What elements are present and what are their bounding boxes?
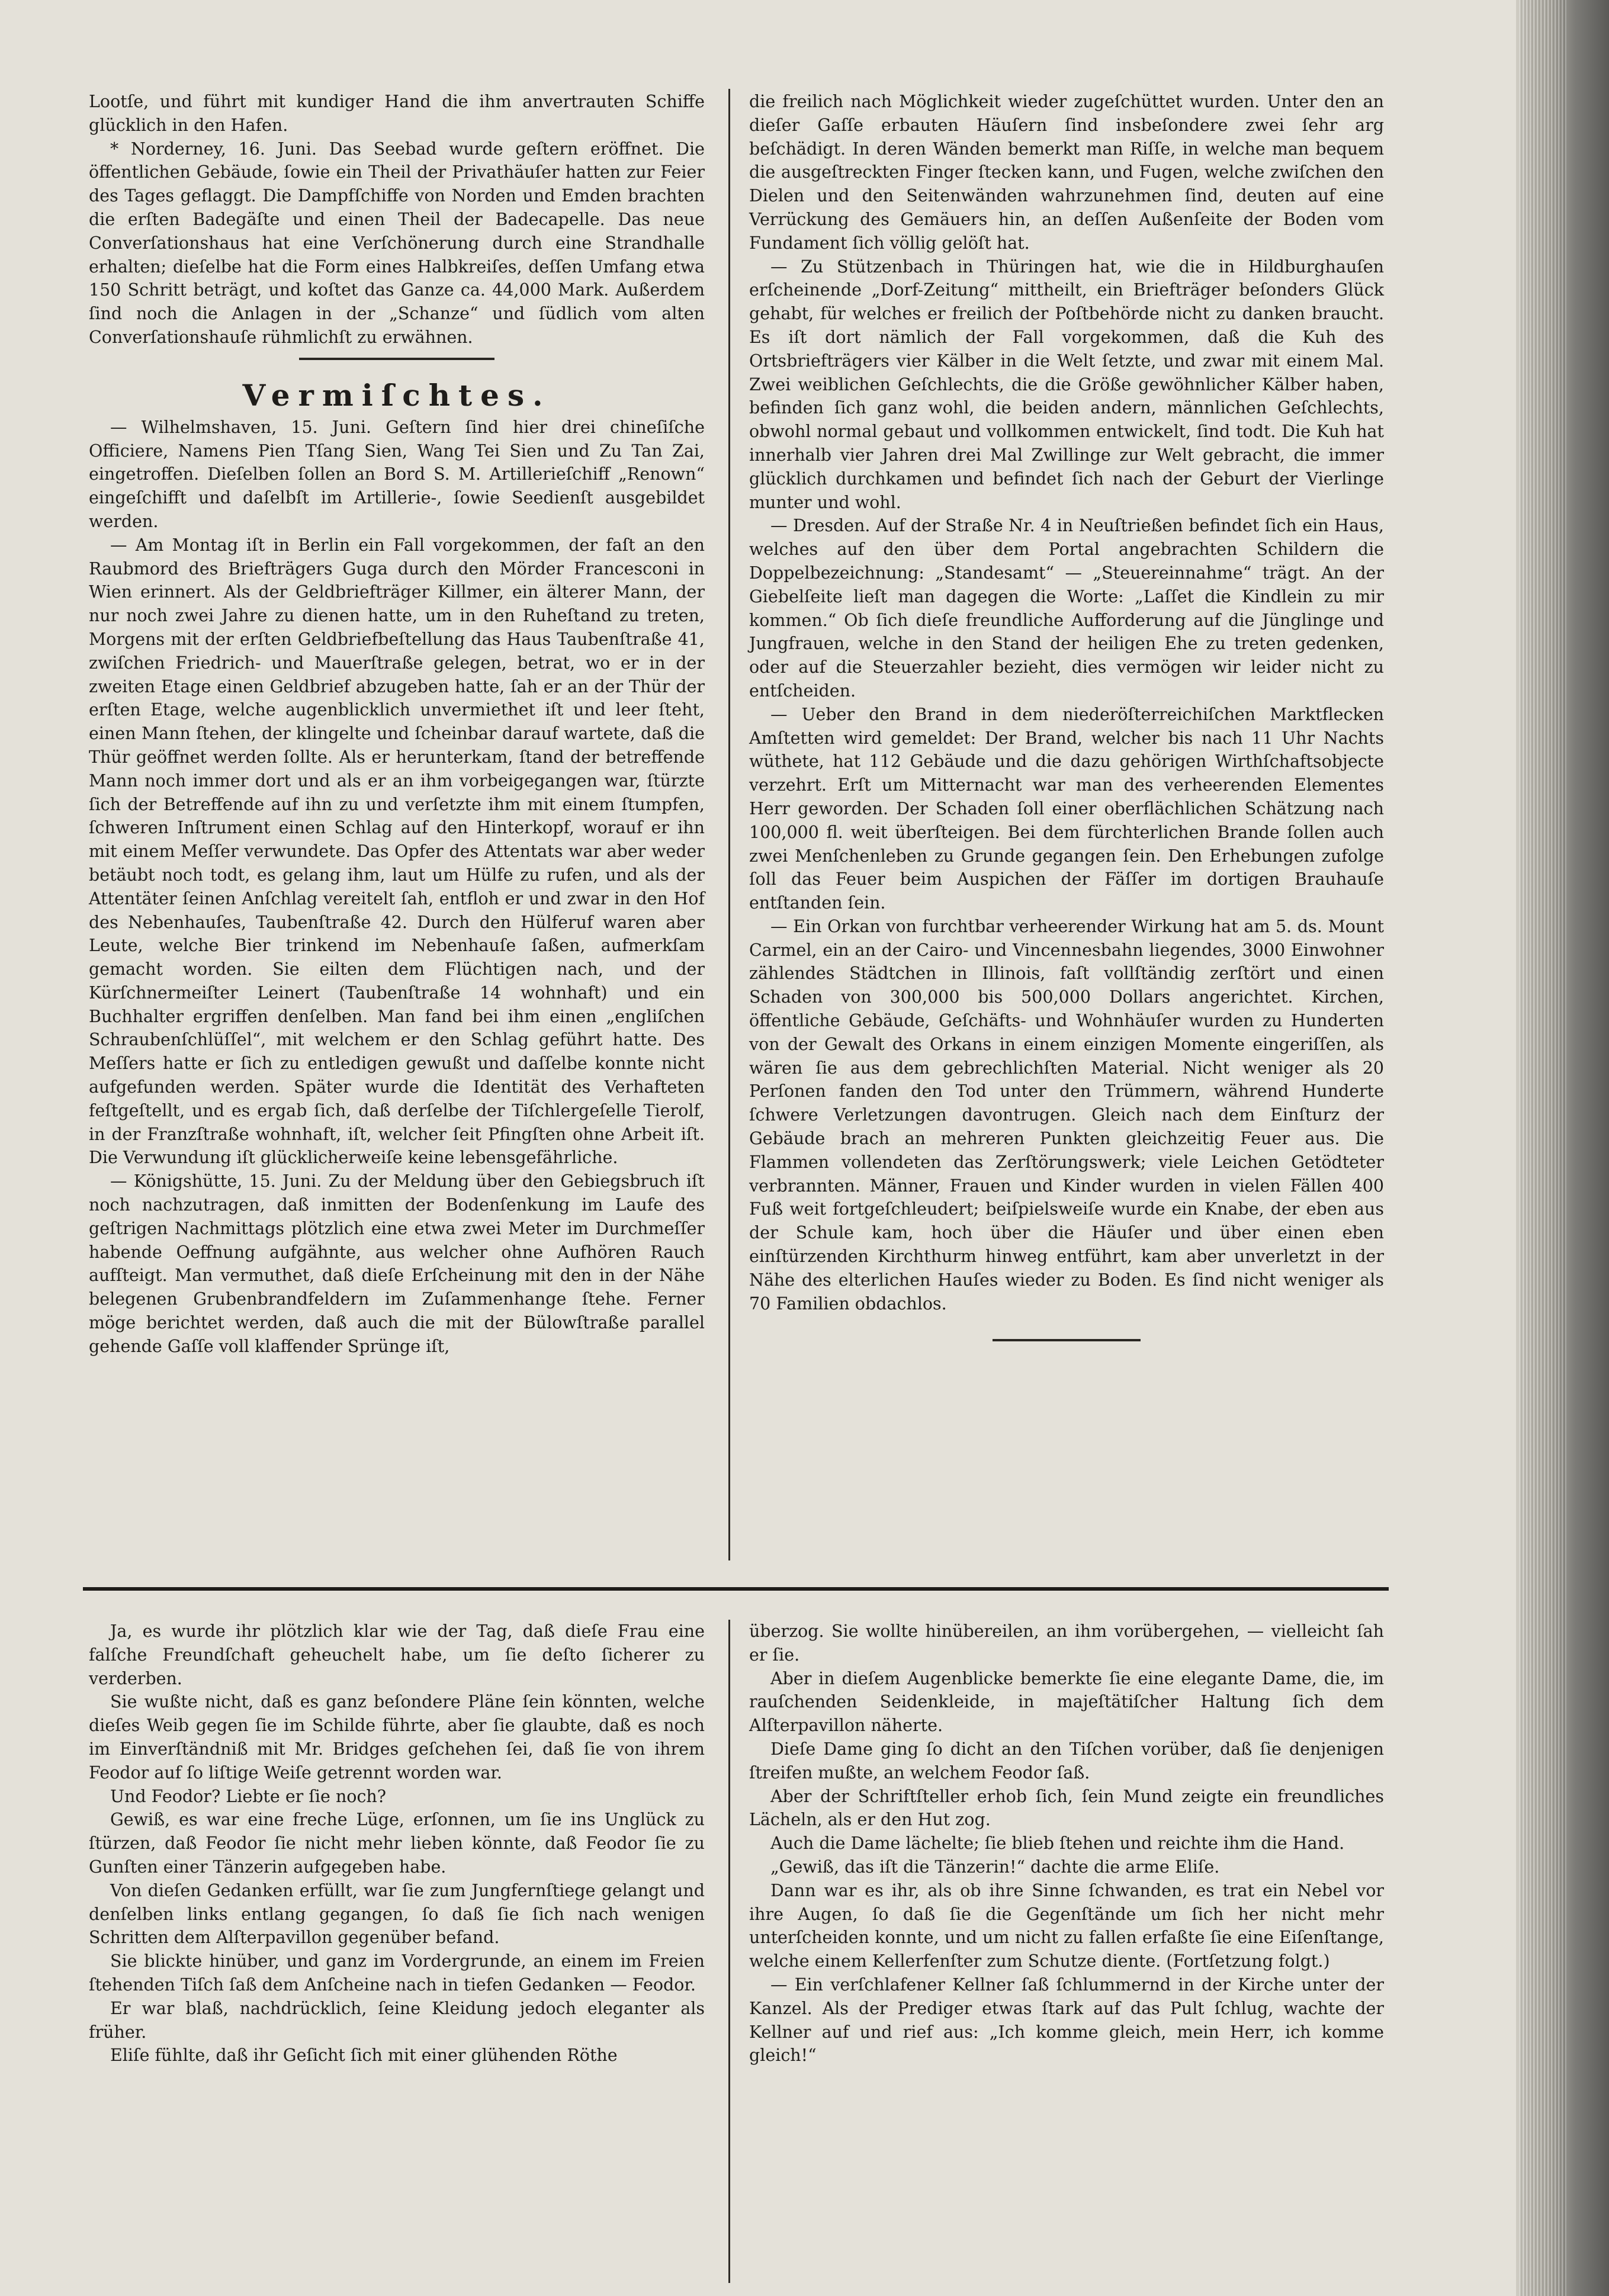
feuilleton-left-column — [89, 1620, 705, 2067]
paragraph: die freilich nach Möglichkeit wieder zugeſchüttet wurden. Unter den an dieſer Gaſſe erbauten Häuſern ſind insbeſondere zwei ſehr arg beſchädigt. In deren Wänden bemerkt man Riſſe, in welche man bequem die ausgeſtreckten Finger ſtecken kann, und Fugen, welche zwiſchen den Dielen und den Seitenwänden wahrzunehmen ſind, deuten auf eine Verrückung des Gemäuers hin, an deſſen Außenſeite der Boden vom Fundament ſich völlig gelöſt hat. — [749, 92, 1384, 253]
paragraph: Er war blaß, nachdrücklich, ſeine Kleidung jedoch eleganter als früher. — [89, 1998, 705, 2042]
paragraph: Und Feodor? Liebte er ſie noch? — [110, 1786, 387, 1806]
paragraph: Eliſe fühlte, daß ihr Geſicht ſich mit einer glühenden Röthe — [110, 2045, 618, 2066]
paragraph: Von dieſen Gedanken erfüllt, war ſie zum Jungfernſtiege gelangt und denſelben links entlang gegangen, ſo daß ſie ſich nach wenigen Schritten dem Alſterpavillon gegenüber befand. — [89, 1880, 705, 1948]
paragraph: * Norderney, 16. Juni. Das Seebad wurde geſtern eröffnet. Die öffentlichen Gebäude, ſowie ein Theil der Privathäuſer hatten zur Feier des Tages geflaggt. Die Dampfſchiffe von Norden und Emden brachten die erſten Badegäſte und einen Theil der Badecapelle. Das neue Converſationshaus hat eine Verſchönerung durch eine Strandhalle erhalten; dieſelbe hat die Form eines Halbkreiſes, deſſen Umfang etwa 150 Schritt beträgt, und koſtet das Ganze ca. 44,000 Mark. Außerdem ſind noch die Anlagen in der „Schanze“ und ſüdlich vom alten Converſationshauſe rühmlichſt zu erwähnen. — [89, 139, 705, 347]
paragraph: Auch die Dame lächelte; ſie blieb ſtehen und reichte ihm die Hand. — [770, 1833, 1345, 1854]
paragraph: überzog. Sie wollte hinübereilen, an ihm vorübergehen, — vielleicht ſah er ſie. — [749, 1621, 1384, 1665]
column-divider — [728, 89, 730, 1560]
separator-rule — [993, 1339, 1141, 1341]
paragraph: „Gewiß, das iſt die Tänzerin!“ dachte die arme Eliſe. — [770, 1857, 1220, 1877]
paragraph: Sie blickte hinüber, und ganz im Vordergrunde, an einem im Freien ſtehenden Tiſch ſaß dem Anſcheine nach in tiefen Gedanken — Feodor. — [89, 1951, 705, 1995]
paragraph: Ja, es wurde ihr plötzlich klar wie der Tag, daß dieſe Frau eine falſche Freundſchaft geheuchelt habe, um ſie deſto ſicherer zu verderben. — [89, 1621, 705, 1688]
paragraph: — Dresden. Auf der Straße Nr. 4 in Neuſtrießen befindet ſich ein Haus, welches auf den über dem Portal angebrachten Schildern die Doppelbezeichnung: „Standesamt“ — „Steuereinnahme“ trägt. An der Giebelſeite lieſt man dagegen die Worte: „Laſſet die Kindlein zu mir kommen.“ Ob ſich dieſe freundliche Aufforderung auf die Jünglinge und Jungfrauen, welche in den Stand der heiligen Ehe zu treten gedenken, oder auf die Steuerzahler bezieht, dies vermögen wir leider nicht zu entſcheiden. — [749, 516, 1384, 701]
top-left-column — [89, 90, 705, 1359]
paragraph: Sie wußte nicht, daß es ganz beſondere Pläne ſein könnten, welche dieſes Weib gegen ſie im Schilde führte, aber ſie glaubte, daß es noch im Einverſtändniß mit Mr. Bridges geſchehen ſei, daß ſie von ihrem Feodor auf ſo liſtige Weiſe getrennt worden war. — [89, 1692, 705, 1783]
section-heading: Vermiſchtes. — [242, 377, 551, 413]
top-right-column — [749, 90, 1384, 1341]
paragraph: — Ein Orkan von furchtbar verheerender Wirkung hat am 5. ds. Mount Carmel, ein an der Cairo- und Vincennesbahn liegendes, 3000 Einwohner zählendes Städtchen in Illinois, faſt vollſtändig zerſtört und einen Schaden von 300,000 bis 500,000 Dollars angerichtet. Kirchen, öffentliche Gebäude, Geſchäfts- und Wohnhäuſer wurden zu Hunderten von der Gewalt des Orkans in einem einzigen Momente eingeriſſen, als wären ſie aus dem gebrechlichſten Material. Nicht weniger als 20 Perſonen fanden den Tod unter den Trümmern, während Hunderte ſchwere Verletzungen davontrugen. Gleich nach dem Einſturz der Gebäude brach an mehreren Punkten gleichzeitig Feuer aus. Die Flammen vollendeten das Zerſtörungswerk; viele Leichen Getödteter verbrannten. Männer, Frauen und Kinder wurden in vielen Fällen 400 Fuß weit fortgeſchleudert; beiſpielsweiſe wurde ein Knabe, der eben aus der Schule kam, hoch über die Häuſer und über einen eben einſtürzenden Kirchthurm hinweg entführt, kam aber unverletzt in der Nähe des elterlichen Hauſes wieder zu Boden. Es ſind nicht weniger als 70 Familien obdachlos. — [749, 916, 1384, 1314]
paragraph: Aber der Schriftſteller erhob ſich, ſein Mund zeigte ein freundliches Lächeln, als er den Hut zog. — [749, 1786, 1384, 1830]
paragraph: Gewiß, es war eine freche Lüge, erſonnen, um ſie ins Unglück zu ſtürzen, daß Feodor ſie nicht mehr lieben könnte, daß Feodor ſie zu Gunſten einer Tänzerin aufgegeben habe. — [89, 1810, 705, 1877]
feuilleton-right-column — [749, 1620, 1384, 2067]
paragraph: — Am Montag iſt in Berlin ein Fall vorgekommen, der faſt an den Raubmord des Briefträgers Guga durch den Mörder Francesconi in Wien erinnert. Als der Geldbriefträger Killmer, ein älterer Mann, der nur noch zwei Jahre zu dienen hatte, um in den Ruheſtand zu treten, Morgens mit der erſten Geldbriefbeſtellung das Haus Taubenſtraße 41, zwiſchen Friedrich- und Mauerſtraße gelegen, betrat, wo er in der zweiten Etage einen Geldbrief abzugeben hatte, ſah er an der Thür der erſten Etage, welche augenblicklich unvermiethet iſt und leer ſteht, einen Mann ſtehen, der klingelte und ſcheinbar darauf wartete, daß die Thür geöffnet werden ſollte. Als er herunterkam, ſtand der betreffende Mann noch immer dort und als er an ihm vorbeigegangen war, ſtürzte ſich der Betreffende auf ihn zu und verſetzte ihm mit einem ſtumpfen, ſchweren Inſtrument einen Schlag auf den Hinterkopf, worauf er ihn mit einem Meſſer verwundete. Das Opfer des Attentats war aber weder betäubt noch todt, es gelang ihm, laut um Hülfe zu rufen, und als der Attentäter ſeinen Anſchlag vereitelt ſah, entfloh er und zwar in den Hof des Nebenhauſes, Taubenſtraße 42. Durch den Hülferuf waren aber Leute, welche Bier trinkend im Nebenhauſe ſaßen, aufmerkſam gemacht worden. Sie eilten dem Flüchtigen nach, und der Kürſchnermeiſter Leinert (Taubenſtraße 14 wohnhaft) und ein Buchhalter ergriffen denſelben. Man fand bei ihm einen „engliſchen Schraubenſchlüſſel“, mit welchem er den Schlag geführt hatte. Des Meſſers hatte er ſich zu entledigen gewußt und daſſelbe konnte nicht aufgefunden werden. Später wurde die Identität des Verhafteten feſtgeſtellt, und es ergab ſich, daß derſelbe der Tiſchlergeſelle Tierolf, in der Franzſtraße wohnhaft, iſt, welcher ſeit Pfingſten ohne Arbeit iſt. Die Verwundung iſt glücklicherweiſe keine lebensgefährliche. — [89, 535, 705, 1168]
paragraph: — Zu Stützenbach in Thüringen hat, wie die in Hildburghauſen erſcheinende „Dorf-Zeitung“ mittheilt, ein Briefträger beſonders Glück gehabt, für welches er freilich der Poſtbehörde nicht zu danken braucht. Es iſt dort nämlich der Fall vorgekommen, daß die Kuh des Ortsbriefträgers vier Kälber in die Welt ſetzte, und zwar mit einem Mal. Zwei weiblichen Geſchlechts, die die Größe gewöhnlicher Kälber haben, befinden ſich ganz wohl, die beiden andern, männlichen Geſchlechts, obwohl normal gebaut und vollkommen entwickelt, ſind todt. Die Kuh hat innerhalb vier Jahren drei Mal Zwillinge zur Welt gebracht, die immer glücklich durchkamen und befindet ſich nach der Geburt der Vierlinge munter und wohl. — [749, 256, 1384, 512]
paragraph: Lootſe, und führt mit kundiger Hand die ihm anvertrauten Schiffe glücklich in den Hafen. — [89, 92, 705, 135]
page-stack-edge — [1519, 0, 1566, 2296]
paragraph: — Königshütte, 15. Juni. Zu der Meldung über den Gebiegsbruch iſt noch nachzutragen, daß inmitten der Bodenſenkung im Laufe des geſtrigen Nachmittags plötzlich eine etwa zwei Meter im Durchmeſſer habende Oeffnung aufgähnte, aus welcher ohne Aufhören Rauch aufſteigt. Man vermuthet, daß dieſe Erſcheinung mit den in der Nähe belegenen Grubenbrandfeldern im Zuſammenhange ſtehe. Ferner möge berichtet werden, daß auch die mit der Bülowſtraße parallel gehende Gaſſe voll klaffender Sprünge iſt, — [89, 1171, 705, 1356]
paragraph: Dann war es ihr, als ob ihre Sinne ſchwanden, es trat ein Nebel vor ihre Augen, ſo daß ſie die Gegenſtände um ſich her nicht mehr unterſcheiden konnte, und um nicht zu fallen erfaßte ſie eine Eiſenſtange, welche einem Kellerfenſter zum Schutze diente. (Fortſetzung folgt.) — [749, 1880, 1384, 1971]
feuilleton-divider — [83, 1587, 1389, 1591]
vermischtes-section — [89, 416, 705, 1359]
paragraph: — Ueber den Brand in dem niederöſterreichiſchen Marktflecken Amſtetten wird gemeldet: Der Brand, welcher bis nach 11 Uhr Nachts wüthete, hat 112 Gebäude und die dazu gehörigen Wirthſchaftsobjecte verzehrt. Erſt um Mitternacht war man des verheerenden Elementes Herr geworden. Der Schaden ſoll einer oberflächlichen Schätzung nach 100,000 fl. weit überſteigen. Bei dem fürchterlichen Brande ſollen auch zwei Menſchenleben zu Grunde gegangen ſein. Den Erhebungen zufolge ſoll das Feuer beim Auspichen der Fäſſer im dortigen Brauhauſe entſtanden ſein. — [749, 704, 1384, 913]
paragraph: — Ein verſchlafener Kellner ſaß ſchlummernd in der Kirche unter der Kanzel. Als der Prediger etwas ſtark auf das Pult ſchlug, wachte der Kellner auf und rief aus: „Ich komme gleich, mein Herr, ich komme gleich!“ — [749, 1974, 1384, 2066]
separator-rule — [299, 358, 494, 360]
paragraph: — Wilhelmshaven, 15. Juni. Geſtern ſind hier drei chineſiſche Officiere, Namens Pien Tſang Sien, Wang Tei Sien und Zu Tan Zai, eingetroffen. Dieſelben ſollen an Bord S. M. Artillerieſchiff „Renown“ eingeſchifft und daſelbſt im Artillerie-, ſowie Seedienſt ausgebildet werden. — [89, 417, 705, 531]
column-divider — [728, 1620, 730, 2283]
paragraph: Dieſe Dame ging ſo dicht an den Tiſchen vorüber, daß ſie denjenigen ſtreifen mußte, an welchem Feodor ſaß. — [749, 1739, 1384, 1783]
top-left-news — [89, 90, 705, 349]
paragraph: Aber in dieſem Augenblicke bemerkte ſie eine elegante Dame, die, im rauſchenden Seidenkleide, in majeſtätiſcher Haltung ſich dem Alſterpavillon näherte. — [749, 1668, 1384, 1736]
